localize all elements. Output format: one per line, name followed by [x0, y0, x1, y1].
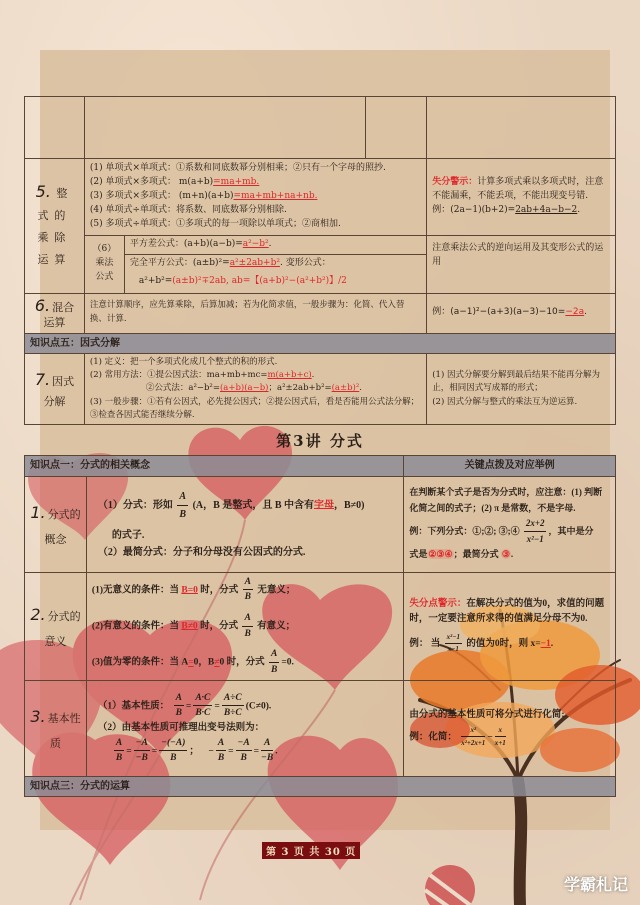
fraction [174, 691, 184, 721]
rule-line [90, 369, 421, 382]
denominator: B [179, 508, 187, 520]
example-answer: 2ab+4a−b−2 [515, 204, 578, 215]
example-answer: ③ [501, 549, 510, 560]
rule-line: (4) 单项式÷单项式：将系数、同底数幂分别相除. [89, 204, 287, 215]
topic-number: 6. [34, 295, 51, 315]
note-line: (1) 因式分解要分解到最后结果不能再分解为止，相同因式写成幂的形式； [432, 370, 600, 394]
integral-expression-table [24, 96, 616, 425]
example-text: 例：化简： [409, 732, 457, 743]
numerator: A [242, 611, 252, 627]
property-text: （1）基本性质： [97, 700, 170, 711]
fraction-a-over-b [269, 647, 279, 677]
concept-cell [86, 476, 403, 572]
example-cell [427, 293, 616, 333]
denominator: B [244, 592, 251, 603]
property-hint-cell [404, 680, 616, 776]
example-text: ；最简分式 [453, 549, 499, 560]
hint2-cell [427, 235, 616, 293]
denominator: B·C [195, 708, 211, 719]
numerator: x [495, 724, 506, 738]
example-text: 例：下列分式：①;②; ③;④ [409, 525, 520, 536]
rule-text: (2) 单项式×多项式： m(a+b) [89, 176, 214, 187]
hint-label: 失分警示： [432, 176, 478, 187]
denominator: B [271, 665, 278, 676]
table-row-2 [25, 572, 616, 680]
answer-text: (a+b)(a−b) [219, 383, 269, 394]
example-fraction [495, 724, 506, 750]
formula-text: 平方差公式：(a+b)(a−b)= [129, 238, 243, 249]
example-answer-line [409, 547, 610, 562]
example-line: 例：化简： $\frac{\text{x²}}{\text{x²+2x+1}}$ − $\frac{x}{x+1}$ [409, 724, 610, 750]
fraction [193, 691, 212, 721]
numerator: x²−1 [445, 632, 462, 644]
page-number: 第 3 页 共 30 页 [262, 842, 360, 859]
example-text: ，其中是分 [548, 525, 594, 536]
example-text: 的值为0时，则 x= [466, 638, 541, 649]
formula-answer: a²−b² [242, 238, 269, 249]
numerator: −(−A) [159, 736, 187, 752]
denominator: B [217, 753, 225, 764]
table-row-6 [25, 293, 616, 333]
section-title: 知识点三：分式的运算 [25, 776, 616, 797]
numerator: A [177, 488, 188, 506]
hint-text: 计算多项式乘以多项式时，注意不能漏乘，不能丢项，不能出现变号错. [432, 176, 604, 201]
formula-line [125, 236, 426, 255]
highlight-text: 字母 [314, 499, 334, 511]
rule-line [90, 176, 421, 190]
topic-number: 1. [30, 503, 46, 522]
table-row-7 [25, 354, 616, 425]
denominator: B [115, 753, 123, 764]
numerator: A [261, 736, 273, 752]
example-suffix: . [510, 549, 514, 560]
hint-label: 失分点警示： [409, 599, 467, 610]
concept-hint-cell [404, 476, 616, 572]
mixed-ops-text: 注意计算顺序，应先算乘除，后算加减；若为化简求值，一般步骤为：化简、代入替换、计算. [84, 293, 426, 333]
meaning-cell [86, 572, 403, 680]
fraction-a-over-b [243, 575, 253, 605]
numerator: x² [461, 724, 485, 738]
section-header-1 [25, 456, 616, 477]
numerator: −A [236, 736, 252, 752]
concept-line: 的式子. [111, 529, 145, 541]
table-row-5-6 [25, 235, 616, 293]
rule-line: (1) 单项式×单项式：①系数和同底数幂分别相乘；②只有一个字母的照抄. [89, 163, 386, 173]
numerator: 2x+2 [524, 516, 547, 532]
numerator: A [269, 647, 279, 663]
formula-line [125, 255, 426, 273]
topic-cell-3 [25, 680, 87, 776]
formula-text: a²+b²= [138, 275, 173, 286]
meaning-line [92, 611, 398, 641]
meaning-line [92, 575, 398, 605]
numerator: A [216, 736, 226, 752]
rule-line: (1) 定义：把一个多项式化成几个整式的积的形式. [89, 357, 278, 368]
rule-line: (3) 一般步骤：①若有公因式，必先提公因式；②提公因式后，看是否能用公式法分解；③检查各因式能否继续分解. [89, 396, 420, 420]
example-answer: −1 [540, 638, 551, 649]
answer-text: = [188, 657, 194, 668]
factorization-cell [84, 354, 426, 425]
section-header-5 [25, 333, 616, 354]
section-title: 知识点五：因式分解 [25, 333, 616, 354]
answer-text: ≠ [214, 657, 220, 668]
numerator: −A [134, 736, 150, 752]
rule-suffix: . [359, 383, 362, 394]
answer-text: m(a+b+c) [267, 370, 312, 381]
rule-text: ②公式法：a²−b²= [145, 383, 220, 394]
lecture-title: 第3讲 分式 [276, 432, 364, 450]
sub6-label: （6） [92, 244, 117, 255]
answer-text: B≠0 [181, 621, 198, 632]
property-text: (C≠0). [245, 700, 272, 711]
topic-number: 3. [30, 707, 46, 727]
formula-text: 完全平方公式：(a±b)²= [129, 257, 230, 268]
answer-text: B=0 [181, 584, 198, 595]
topic-label: 混合运算 [43, 300, 75, 330]
meaning-hint-cell [404, 572, 616, 680]
meaning-text: (1)无意义的条件：当 [91, 584, 179, 595]
rule-text: (3) 多项式×多项式： (m+n)(a+b) [89, 190, 234, 201]
fraction-table [24, 455, 616, 797]
example-fraction [461, 724, 485, 750]
concept-text: ，B≠0) [334, 499, 365, 511]
fraction [114, 736, 124, 766]
answer-text: =ma+mb. [213, 176, 260, 187]
example-text: 例：(a−1)²−(a+3)(a−3)−10= [432, 307, 566, 318]
section-header-3 [25, 776, 616, 797]
hint-text: 在解决分式的值为0，求值的问题时，一定要注意所求得的值满足分母不为0. [409, 599, 605, 625]
topic-cell-2 [25, 572, 87, 680]
example-text: 例： 当 [409, 638, 441, 649]
topic-cell-1 [25, 476, 87, 572]
topic-label: 整式的乘除运算 [37, 187, 74, 267]
example-answer: −2a [565, 307, 585, 318]
multiply-rules-cell [84, 159, 426, 236]
meaning-text: 无意义； [257, 584, 296, 595]
answer-text: (a±b)² [331, 383, 360, 394]
section-title-right: 关键点拨及对应举例 [404, 456, 616, 477]
formula-line [125, 273, 426, 293]
note-line: (2) 因式分解与整式的乘法互为逆运算. [432, 396, 578, 407]
topic-cell-7 [25, 354, 85, 425]
formula-answer: a²±2ab+b² [229, 257, 280, 268]
topic-label: 因式分解 [43, 375, 75, 409]
rule-line [90, 382, 421, 395]
meaning-text: 时，分式 [200, 584, 239, 595]
sub6-label-cell [84, 235, 124, 293]
meaning-text: =0. [281, 657, 294, 668]
watermark: 学霸札记 [563, 875, 628, 894]
denominator: x−1 [447, 644, 459, 653]
property-cell [86, 680, 403, 776]
hint-cell: 失分警示：计算多项式乘以多项式时，注意不能漏乘，不能丢项，不能出现变号错. 例：(2a−1)(b+2)=2ab+4a−b−2. [427, 159, 616, 236]
hint-text: 在判断某个式子是否为分式时，应注意：(1) 判断化简之间的式子；(2) π 是常数，不是字母. [409, 487, 603, 513]
rule-text: ；a²±2ab+b²= [268, 383, 332, 394]
numerator: A [114, 736, 124, 752]
rule-line [90, 190, 421, 204]
denominator: −B [261, 753, 274, 764]
denominator: B [175, 708, 182, 719]
empty-row [25, 97, 616, 159]
numerator: A÷C [222, 691, 244, 707]
concept-line: （2）最简分式：分子和分母没有公因式的分式. [97, 546, 306, 558]
denominator: B [240, 753, 247, 764]
sub6-label: 公式 [95, 272, 114, 283]
fraction [159, 736, 187, 766]
formula-suffix: . [268, 238, 272, 249]
meaning-text: (2)有意义的条件：当 [91, 621, 179, 632]
topic-label: 分式的意义 [44, 611, 81, 649]
notes-cell [427, 354, 616, 425]
denominator: x+1 [494, 739, 506, 748]
table-row-3 [25, 680, 616, 776]
meaning-line [92, 647, 398, 677]
example-text: 式是 [409, 549, 428, 560]
table-row-1 [25, 476, 616, 572]
concept-text: （1）分式：形如 [97, 499, 173, 511]
example-suffix: . [584, 307, 587, 318]
table-row-5 [25, 159, 616, 236]
sub6-label: 乘法 [95, 258, 114, 269]
example-fraction [524, 516, 547, 548]
answer-text: =ma+mb+na+nb. [233, 190, 318, 201]
denominator: −B [135, 753, 148, 764]
numerator: A·C [193, 691, 212, 707]
fraction [134, 736, 150, 766]
rule-text: (2) 常用方法：①提公因式法：ma+mb+mc= [89, 370, 268, 381]
concept-line [92, 488, 398, 523]
meaning-text: (3)值为零的条件：当 A [91, 657, 189, 668]
property-line: （1）基本性质： $\frac{A}{B}$ = $\frac{A\cdot C}{B\cdot C}$ = $\frac{A\div C}{B\div C}$ (C≠0). [92, 691, 398, 721]
numerator: A [243, 575, 253, 591]
fraction [236, 736, 252, 766]
formula-cell [124, 235, 426, 293]
topic-label: 分式的概念 [44, 509, 81, 546]
rule-suffix: . [311, 370, 315, 381]
formula-suffix: . 变形公式： [279, 257, 331, 268]
rule-line: (5) 多项式÷单项式：①多项式的每一项除以单项式；②商相加. [89, 218, 341, 229]
topic-label: 基本性质 [47, 713, 81, 751]
example-fraction [445, 632, 462, 655]
numerator: A [174, 691, 184, 707]
denominator: x²+2x+1 [461, 739, 486, 748]
meaning-text: 时，分式 [200, 621, 239, 632]
fraction [261, 736, 273, 766]
property-line: （2）由基本性质可推理出变号法则为： [97, 722, 265, 733]
concept-text: (A，B 是整式，且 B 中含有 [192, 499, 314, 511]
meaning-text: 有意义； [257, 621, 296, 632]
sign-rule-line: $\frac{A}{B}$ = $\frac{-A}{-B}$ = $\frac{-(-A)}{B}$ ； − $\frac{A}{B}$ = $\frac{-A}{B}$ = $\frac{A}{-B}$ . [92, 736, 398, 766]
denominator: x²−1 [526, 534, 544, 545]
topic-cell-5: 5. 整式的乘除运算 [25, 159, 85, 294]
hint-text: 注意乘法公式的逆向运用及其变形公式的运用 [432, 242, 604, 267]
topic-number: 2. [30, 605, 46, 625]
formula-answer: (a±b)²∓2ab, ab=【(a+b)²−(a²+b²)】/2 [172, 275, 347, 286]
topic-number: 7. [34, 370, 51, 390]
fraction [222, 691, 244, 721]
hint-line [409, 597, 610, 627]
example-text: 例：(2a−1)(b+2)= [432, 204, 516, 215]
example-suffix: . [550, 638, 554, 649]
denominator: B [170, 753, 177, 764]
hint-text: 由分式的基本性质可将分式进行化简: [409, 709, 565, 720]
meaning-text: 0 时，分式 [219, 657, 265, 668]
denominator: B [244, 628, 251, 639]
fraction-a-over-b [177, 488, 188, 523]
fraction [216, 736, 226, 766]
denominator: B÷C [223, 708, 242, 719]
example-line [409, 632, 610, 655]
example-answer: ②③④ [428, 549, 453, 560]
section-title: 知识点一：分式的相关概念 [25, 456, 404, 477]
meaning-text: 0，B [193, 657, 215, 668]
fraction-a-over-b [242, 611, 252, 641]
topic-cell-6 [25, 293, 85, 333]
example-line [409, 516, 610, 548]
